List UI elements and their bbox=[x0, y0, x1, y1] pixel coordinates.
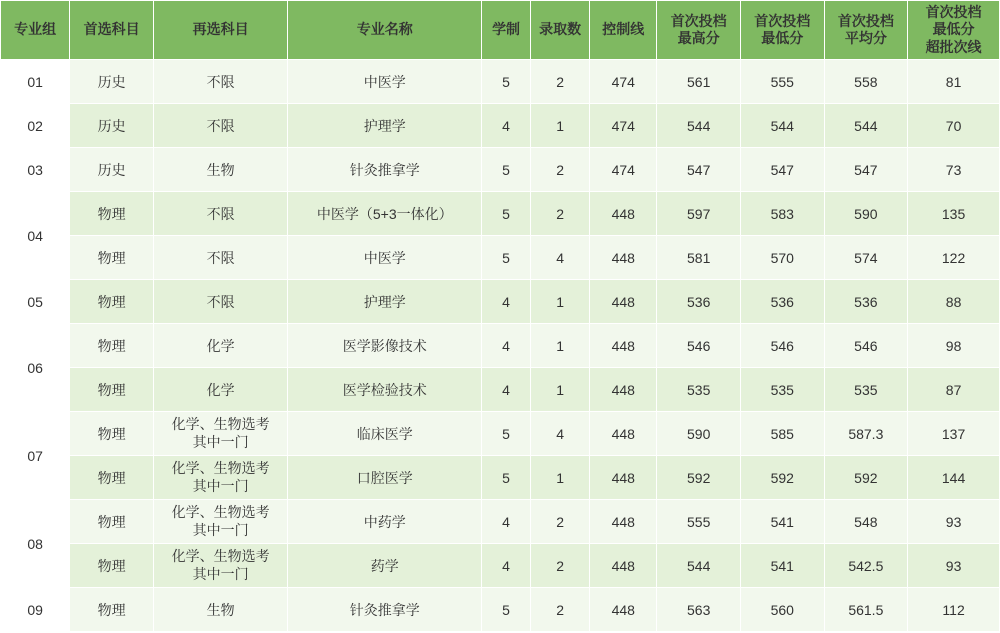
header-row bbox=[1, 1, 1000, 60]
cell-above-line: 98 bbox=[908, 324, 1000, 368]
cell-control-line: 448 bbox=[590, 544, 657, 588]
cell-first-subject: 物理 bbox=[70, 588, 154, 632]
table-row bbox=[1, 588, 1000, 632]
cell-above-line: 81 bbox=[908, 60, 1000, 104]
cell-admitted-count: 4 bbox=[531, 236, 590, 280]
cell-min-score: 583 bbox=[740, 192, 824, 236]
cell-years: 4 bbox=[482, 324, 531, 368]
cell-second-subject: 化学 bbox=[153, 324, 288, 368]
cell-line: 化学、生物选考 bbox=[171, 460, 270, 476]
column-header-line: 最低分 bbox=[932, 21, 975, 38]
cell-min-score: 546 bbox=[740, 324, 824, 368]
cell-admitted-count: 2 bbox=[531, 60, 590, 104]
cell-second-subject: 生物 bbox=[153, 148, 288, 192]
cell-major-name: 中医学（5+3一体化） bbox=[288, 192, 482, 236]
cell-avg-score: 546 bbox=[824, 324, 908, 368]
cell-avg-score: 592 bbox=[824, 456, 908, 500]
cell-second-subject bbox=[153, 412, 288, 456]
cell-admitted-count: 4 bbox=[531, 412, 590, 456]
cell-max-score: 536 bbox=[657, 280, 741, 324]
cell-major-name: 医学检验技术 bbox=[288, 368, 482, 412]
cell-group: 05 bbox=[1, 280, 70, 324]
column-header-line: 首选科目 bbox=[83, 21, 140, 38]
column-header-line: 专业组 bbox=[14, 21, 57, 38]
cell-second-subject bbox=[153, 500, 288, 544]
cell-avg-score: 574 bbox=[824, 236, 908, 280]
cell-min-score: 585 bbox=[740, 412, 824, 456]
column-header-line: 首次投档 bbox=[670, 12, 727, 29]
cell-second-subject: 不限 bbox=[153, 60, 288, 104]
cell-max-score: 592 bbox=[657, 456, 741, 500]
cell-second-subject: 不限 bbox=[153, 104, 288, 148]
cell-second-subject: 不限 bbox=[153, 236, 288, 280]
cell-major-name: 中医学 bbox=[288, 236, 482, 280]
cell-above-line: 137 bbox=[908, 412, 1000, 456]
cell-above-line: 144 bbox=[908, 456, 1000, 500]
cell-control-line: 448 bbox=[590, 280, 657, 324]
cell-group: 08 bbox=[1, 500, 70, 588]
cell-first-subject: 物理 bbox=[70, 324, 154, 368]
cell-control-line: 448 bbox=[590, 588, 657, 632]
table-row bbox=[1, 412, 1000, 456]
column-header-line: 再选科目 bbox=[192, 21, 249, 38]
cell-first-subject: 物理 bbox=[70, 500, 154, 544]
cell-admitted-count: 1 bbox=[531, 324, 590, 368]
column-header-9 bbox=[824, 1, 908, 60]
column-header-2 bbox=[153, 1, 288, 60]
cell-min-score: 536 bbox=[740, 280, 824, 324]
cell-max-score: 563 bbox=[657, 588, 741, 632]
column-header-1 bbox=[70, 1, 154, 60]
cell-admitted-count: 2 bbox=[531, 500, 590, 544]
cell-avg-score: 535 bbox=[824, 368, 908, 412]
cell-years: 4 bbox=[482, 544, 531, 588]
cell-min-score: 560 bbox=[740, 588, 824, 632]
cell-line: 化学、生物选考 bbox=[171, 416, 270, 432]
cell-control-line: 448 bbox=[590, 368, 657, 412]
cell-admitted-count: 1 bbox=[531, 280, 590, 324]
cell-years: 4 bbox=[482, 368, 531, 412]
cell-min-score: 541 bbox=[740, 500, 824, 544]
cell-first-subject: 历史 bbox=[70, 60, 154, 104]
table-row bbox=[1, 500, 1000, 544]
column-header-3 bbox=[288, 1, 482, 60]
cell-group: 09 bbox=[1, 588, 70, 632]
table-row bbox=[1, 368, 1000, 412]
cell-first-subject: 历史 bbox=[70, 104, 154, 148]
table-body bbox=[1, 60, 1000, 632]
column-header-10 bbox=[908, 1, 1000, 60]
cell-line: 其中一门 bbox=[192, 477, 249, 494]
cell-group: 06 bbox=[1, 324, 70, 412]
cell-max-score: 535 bbox=[657, 368, 741, 412]
cell-control-line: 474 bbox=[590, 148, 657, 192]
column-header-7 bbox=[657, 1, 741, 60]
cell-min-score: 541 bbox=[740, 544, 824, 588]
table-row bbox=[1, 148, 1000, 192]
cell-admitted-count: 1 bbox=[531, 104, 590, 148]
cell-max-score: 590 bbox=[657, 412, 741, 456]
cell-major-name: 中医学 bbox=[288, 60, 482, 104]
cell-line: 其中一门 bbox=[192, 433, 249, 450]
cell-major-name: 中药学 bbox=[288, 500, 482, 544]
table-row bbox=[1, 456, 1000, 500]
cell-major-name: 护理学 bbox=[288, 104, 482, 148]
cell-control-line: 448 bbox=[590, 192, 657, 236]
cell-min-score: 547 bbox=[740, 148, 824, 192]
cell-control-line: 448 bbox=[590, 412, 657, 456]
cell-above-line: 112 bbox=[908, 588, 1000, 632]
cell-line: 化学、生物选考 bbox=[171, 548, 270, 564]
cell-years: 5 bbox=[482, 192, 531, 236]
cell-second-subject: 不限 bbox=[153, 192, 288, 236]
table-row bbox=[1, 544, 1000, 588]
cell-group: 03 bbox=[1, 148, 70, 192]
column-header-line: 平均分 bbox=[844, 30, 887, 46]
table-row bbox=[1, 192, 1000, 236]
cell-max-score: 544 bbox=[657, 104, 741, 148]
cell-group: 01 bbox=[1, 60, 70, 104]
column-header-8 bbox=[740, 1, 824, 60]
cell-major-name: 药学 bbox=[288, 544, 482, 588]
cell-line: 化学、生物选考 bbox=[171, 504, 270, 520]
cell-years: 4 bbox=[482, 280, 531, 324]
cell-first-subject: 物理 bbox=[70, 368, 154, 412]
cell-control-line: 448 bbox=[590, 236, 657, 280]
table-row bbox=[1, 236, 1000, 280]
cell-min-score: 555 bbox=[740, 60, 824, 104]
cell-min-score: 535 bbox=[740, 368, 824, 412]
cell-line: 其中一门 bbox=[192, 521, 249, 538]
column-header-line: 控制线 bbox=[602, 21, 645, 38]
cell-admitted-count: 1 bbox=[531, 456, 590, 500]
cell-above-line: 122 bbox=[908, 236, 1000, 280]
cell-avg-score: 547 bbox=[824, 148, 908, 192]
cell-avg-score: 536 bbox=[824, 280, 908, 324]
cell-control-line: 448 bbox=[590, 500, 657, 544]
cell-first-subject: 物理 bbox=[70, 544, 154, 588]
cell-avg-score: 542.5 bbox=[824, 544, 908, 588]
cell-group: 07 bbox=[1, 412, 70, 500]
cell-max-score: 547 bbox=[657, 148, 741, 192]
cell-admitted-count: 1 bbox=[531, 368, 590, 412]
table-header bbox=[1, 1, 1000, 60]
cell-above-line: 73 bbox=[908, 148, 1000, 192]
cell-admitted-count: 2 bbox=[531, 588, 590, 632]
cell-second-subject: 不限 bbox=[153, 280, 288, 324]
cell-first-subject: 物理 bbox=[70, 280, 154, 324]
cell-avg-score: 561.5 bbox=[824, 588, 908, 632]
cell-major-name: 针灸推拿学 bbox=[288, 588, 482, 632]
cell-years: 5 bbox=[482, 60, 531, 104]
cell-control-line: 448 bbox=[590, 324, 657, 368]
column-header-line: 最高分 bbox=[677, 30, 720, 46]
cell-max-score: 581 bbox=[657, 236, 741, 280]
column-header-line: 录取数 bbox=[539, 21, 582, 38]
cell-second-subject bbox=[153, 544, 288, 588]
column-header-line: 专业名称 bbox=[356, 21, 413, 38]
column-header-4 bbox=[482, 1, 531, 60]
column-header-5 bbox=[531, 1, 590, 60]
column-header-line: 超批次线 bbox=[925, 38, 982, 55]
column-header-line: 首次投档 bbox=[925, 3, 982, 20]
cell-line: 其中一门 bbox=[192, 565, 249, 582]
cell-above-line: 135 bbox=[908, 192, 1000, 236]
cell-max-score: 561 bbox=[657, 60, 741, 104]
column-header-line: 首次投档 bbox=[837, 12, 894, 29]
cell-max-score: 597 bbox=[657, 192, 741, 236]
cell-major-name: 针灸推拿学 bbox=[288, 148, 482, 192]
cell-years: 5 bbox=[482, 236, 531, 280]
column-header-line: 首次投档 bbox=[754, 12, 811, 29]
cell-avg-score: 548 bbox=[824, 500, 908, 544]
cell-major-name: 口腔医学 bbox=[288, 456, 482, 500]
cell-years: 5 bbox=[482, 456, 531, 500]
cell-avg-score: 587.3 bbox=[824, 412, 908, 456]
cell-second-subject: 生物 bbox=[153, 588, 288, 632]
column-header-6 bbox=[590, 1, 657, 60]
cell-max-score: 544 bbox=[657, 544, 741, 588]
cell-control-line: 474 bbox=[590, 104, 657, 148]
cell-years: 5 bbox=[482, 412, 531, 456]
table-row bbox=[1, 324, 1000, 368]
cell-above-line: 87 bbox=[908, 368, 1000, 412]
cell-avg-score: 558 bbox=[824, 60, 908, 104]
cell-first-subject: 物理 bbox=[70, 412, 154, 456]
cell-min-score: 544 bbox=[740, 104, 824, 148]
cell-major-name: 医学影像技术 bbox=[288, 324, 482, 368]
cell-control-line: 474 bbox=[590, 60, 657, 104]
column-header-0 bbox=[1, 1, 70, 60]
cell-above-line: 93 bbox=[908, 500, 1000, 544]
cell-min-score: 592 bbox=[740, 456, 824, 500]
cell-control-line: 448 bbox=[590, 456, 657, 500]
cell-above-line: 70 bbox=[908, 104, 1000, 148]
cell-admitted-count: 2 bbox=[531, 148, 590, 192]
cell-years: 4 bbox=[482, 104, 531, 148]
cell-major-name: 临床医学 bbox=[288, 412, 482, 456]
cell-first-subject: 物理 bbox=[70, 236, 154, 280]
table-row bbox=[1, 280, 1000, 324]
cell-second-subject: 化学 bbox=[153, 368, 288, 412]
cell-max-score: 555 bbox=[657, 500, 741, 544]
table-row bbox=[1, 60, 1000, 104]
cell-second-subject bbox=[153, 456, 288, 500]
cell-admitted-count: 2 bbox=[531, 192, 590, 236]
cell-avg-score: 544 bbox=[824, 104, 908, 148]
cell-first-subject: 物理 bbox=[70, 456, 154, 500]
cell-avg-score: 590 bbox=[824, 192, 908, 236]
cell-years: 5 bbox=[482, 588, 531, 632]
table-row bbox=[1, 104, 1000, 148]
cell-above-line: 93 bbox=[908, 544, 1000, 588]
column-header-line: 学制 bbox=[492, 21, 521, 38]
cell-min-score: 570 bbox=[740, 236, 824, 280]
cell-above-line: 88 bbox=[908, 280, 1000, 324]
cell-max-score: 546 bbox=[657, 324, 741, 368]
cell-group: 02 bbox=[1, 104, 70, 148]
cell-group: 04 bbox=[1, 192, 70, 280]
cell-major-name: 护理学 bbox=[288, 280, 482, 324]
column-header-line: 最低分 bbox=[761, 30, 804, 46]
cell-first-subject: 物理 bbox=[70, 192, 154, 236]
cell-years: 4 bbox=[482, 500, 531, 544]
cell-years: 5 bbox=[482, 148, 531, 192]
cell-admitted-count: 2 bbox=[531, 544, 590, 588]
cell-first-subject: 历史 bbox=[70, 148, 154, 192]
